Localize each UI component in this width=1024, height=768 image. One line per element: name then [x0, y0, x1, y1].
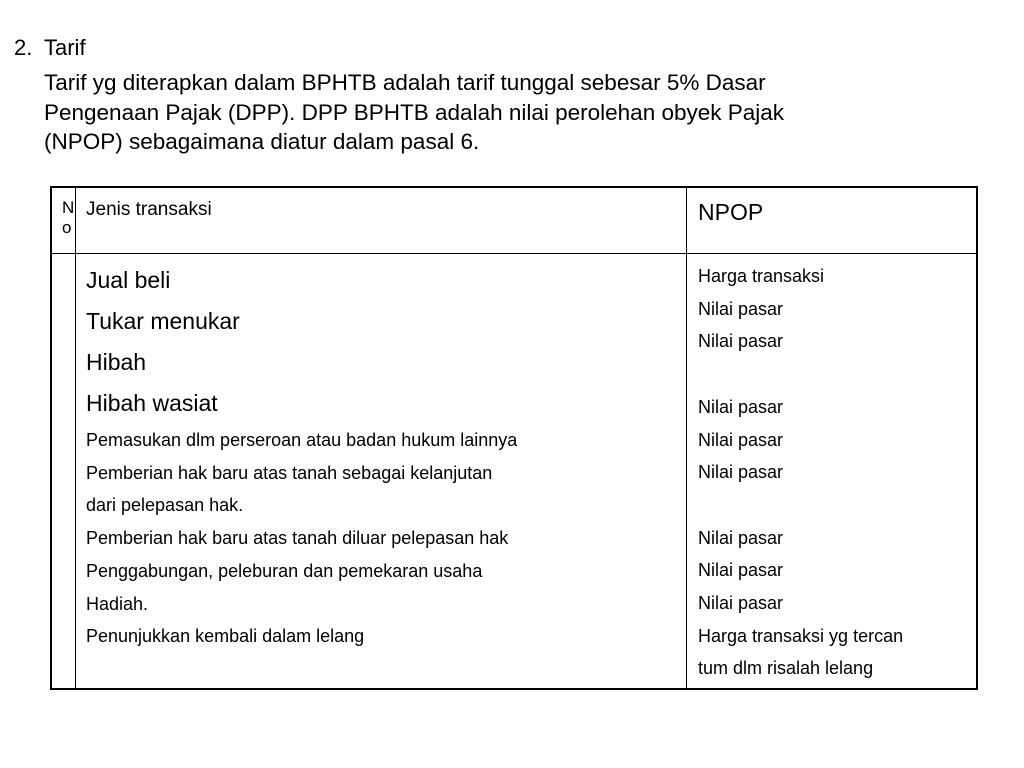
npop-item — [698, 489, 973, 522]
npop-item: Nilai pasar — [698, 429, 784, 450]
jenis-item: Hibah wasiat — [86, 390, 218, 416]
npop-column — [698, 260, 973, 685]
jenis-item: Hadiah. — [86, 593, 149, 614]
description-paragraph — [44, 68, 994, 157]
jenis-item: Pemasukan dlm perseroan atau badan hukum lainnya — [86, 430, 518, 450]
paragraph-line-1: Tarif yg diterapkan dalam BPHTB adalah tarif tunggal sebesar 5% Dasar — [44, 70, 766, 95]
npop-item: Nilai pasar — [698, 527, 784, 548]
jenis-item: Pemberian hak baru atas tanah sebagai kelanjutan — [86, 462, 493, 483]
jenis-item: Penggabungan, peleburan dan pemekaran usaha — [86, 560, 483, 581]
section-title: Tarif — [44, 35, 86, 60]
jenis-transaksi-column — [86, 260, 676, 653]
header-no: No — [62, 198, 75, 237]
header-npop: NPOP — [698, 199, 764, 225]
column-divider-2 — [686, 188, 687, 688]
transaction-table — [50, 186, 978, 690]
npop-item: Harga transaksi yg tercan — [698, 625, 904, 646]
npop-item: tum dlm risalah lelang — [698, 658, 874, 679]
jenis-item: Penunjukkan kembali dalam lelang — [86, 626, 365, 647]
header-divider — [52, 253, 976, 254]
npop-item: Nilai pasar — [698, 462, 784, 483]
npop-item: Nilai pasar — [698, 331, 784, 352]
section-heading — [14, 34, 86, 62]
paragraph-line-3: (NPOP) sebagaimana diatur dalam pasal 6. — [44, 129, 480, 154]
npop-item: Nilai pasar — [698, 593, 784, 613]
jenis-item: Hibah — [86, 349, 147, 375]
npop-item: Harga transaksi — [698, 266, 825, 286]
column-divider-1 — [75, 188, 76, 688]
jenis-item: Tukar menukar — [86, 308, 240, 334]
header-jenis-transaksi: Jenis transaksi — [86, 199, 212, 220]
jenis-item: Jual beli — [86, 267, 171, 293]
section-number: 2. — [14, 35, 33, 60]
npop-item: Nilai pasar — [698, 298, 784, 319]
npop-item — [698, 358, 973, 391]
paragraph-line-2: Pengenaan Pajak (DPP). DPP BPHTB adalah nilai perolehan obyek Pajak — [44, 99, 785, 125]
npop-item: Nilai pasar — [698, 396, 784, 417]
jenis-item: Pemberian hak baru atas tanah diluar pelepasan hak — [86, 528, 509, 549]
jenis-item: dari pelepasan hak. — [86, 495, 244, 516]
npop-item: Nilai pasar — [698, 560, 784, 581]
